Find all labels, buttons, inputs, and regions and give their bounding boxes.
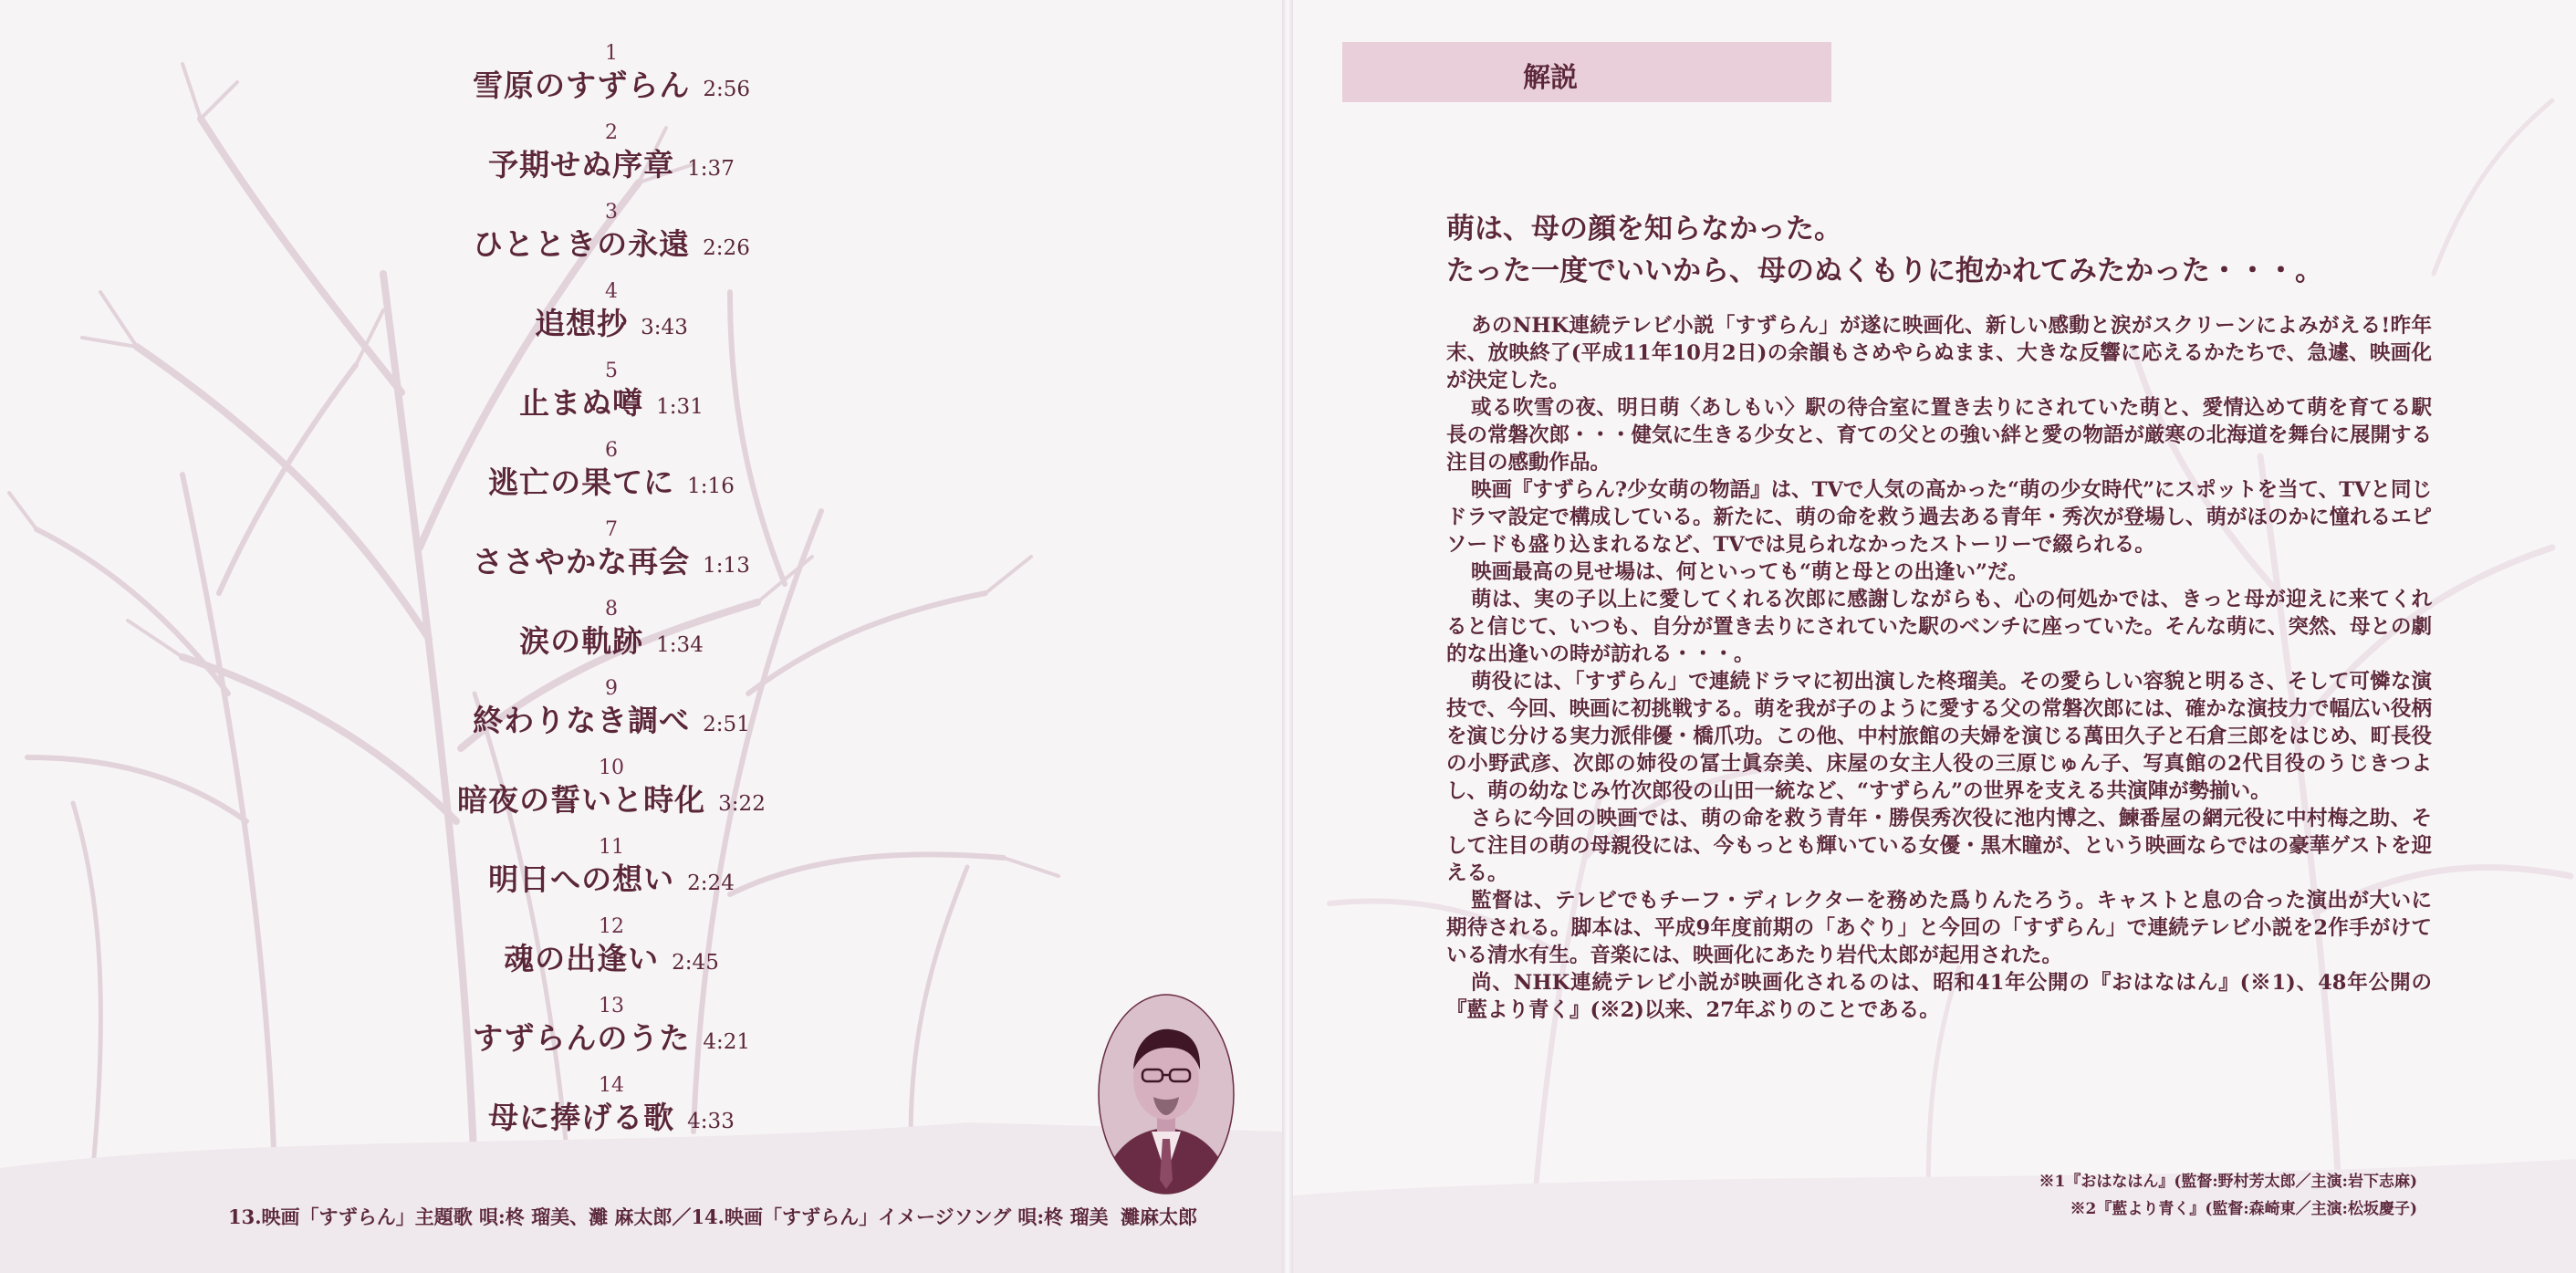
body-paragraph: あのNHK連続テレビ小説「すずらん」が遂に映画化、新しい感動と涙がスクリーンによみがえる!昨年末、放映終了(平成11年10月2日)の余韻もさめやらぬまま、大きな反響に応えるかたちで、急遽、映画化が決定した。 (1446, 314, 2432, 392)
footnote: ※1『おはなはん』(監督:野村芳太郎／主演:岩下志麻) (2039, 1173, 2417, 1191)
track-number: 2 (605, 121, 618, 144)
track-duration: 2:51 (703, 713, 750, 736)
commentary-body (1446, 312, 2432, 1024)
left-page (0, 0, 1282, 1273)
track-item (0, 121, 1223, 191)
track-number: 11 (599, 836, 624, 859)
track-number: 10 (599, 756, 624, 779)
track-title: ささやかな再会 (473, 544, 691, 579)
track-title: 雪原のすずらん (473, 68, 691, 103)
footnote: ※2『藍より青く』(監督:森崎東／主演:松坂慶子) (2070, 1200, 2417, 1218)
track-number: 13 (599, 995, 624, 1017)
footnotes (2039, 1168, 2417, 1223)
track-duration: 1:13 (703, 554, 750, 578)
track-title: 予期せぬ序章 (488, 147, 675, 183)
track-item (0, 836, 1223, 905)
body-paragraph: 映画『すずらん?少女萌の物語』は、TVで人気の高かった“萌の少女時代”にスポットを当て、TVと同じドラマ設定で構成している。新たに、萌の命を救う過去ある青年・秀次が登場し、萌がほのかに憧れるエピソードも盛り込まれるなど、TVでは見られなかったストーリーで綴られる。 (1446, 478, 2433, 557)
vocal-credits: 13.映画「すずらん」主題歌 唄:柊 瑠美、灘 麻太郎／14.映画「すずらん」イメージソング 唄:柊 瑠美 (228, 1205, 1109, 1228)
body-paragraph: 萌役には、「すずらん」で連続ドラマに初出演した柊瑠美。その愛らしい容貌と明るさ、そして可憐な演技で、今回、映画に初挑戦する。萌を我が子のように愛する父の常磐次郎には、確かな演技力で幅広い役柄を演じ分ける実力派俳優・橋爪功。この他、中村旅館の夫婦を演じる萬田久子と石倉三郎をはじめ、町長役の小野武彦、次郎の姉役の冨士眞奈美、床屋の女主人役の三原じゅん子、写真館の2代目役のうじきつよし、萌の幼なじみ竹次郎役の山田一統など、“すずらん”の世界を支える共演陣が勢揃い。 (1446, 670, 2432, 803)
track-item (0, 677, 1223, 746)
track-number: 12 (599, 915, 624, 938)
portrait-photo (1097, 993, 1236, 1195)
track-title: 魂の出逢い (504, 941, 660, 976)
section-heading: 解説 (1523, 62, 1578, 94)
track-item (0, 1074, 1223, 1143)
track-title: 涙の軌跡 (519, 623, 644, 659)
track-title: 明日への想い (488, 861, 675, 897)
track-item (0, 439, 1223, 508)
track-number: 9 (605, 677, 618, 700)
lead-text (1446, 208, 2323, 292)
track-duration: 3:43 (641, 316, 688, 339)
track-number: 8 (605, 598, 618, 621)
body-paragraph: 監督は、テレビでもチーフ・ディレクターを務めた爲りんたろう。キャストと息の合った演出が大いに期待される。脚本は、平成9年度前期の「あぐり」と今回の「すずらん」で連続テレビ小説を2作手がけている清水有生。音楽には、映画化にあたり岩代太郎が起用された。 (1446, 889, 2432, 967)
track-title: ひとときの永遠 (473, 226, 691, 262)
track-title: 母に捧げる歌 (488, 1100, 675, 1135)
page-gutter (1282, 0, 1293, 1273)
track-number: 1 (605, 42, 618, 65)
track-item (0, 995, 1223, 1064)
track-title: 追想抄 (535, 306, 629, 341)
track-number: 3 (605, 201, 618, 224)
track-title: 終わりなき調べ (473, 703, 691, 738)
track-duration: 1:34 (656, 633, 704, 657)
track-duration: 4:21 (703, 1030, 750, 1054)
section-heading-bar (1342, 42, 1831, 102)
track-item (0, 201, 1223, 270)
track-item (0, 360, 1223, 429)
track-title: 逃亡の果てに (488, 464, 675, 500)
track-title: 止まぬ噂 (519, 385, 644, 421)
body-paragraph: 萌は、実の子以上に愛してくれる次郎に感謝しながらも、心の何処かでは、きっと母が迎えに来てくれると信じて、いつも、自分が置き去りにされていた駅のベンチに座っていた。そんな萌に、突然、母との劇的な出逢いの時が訪れる・・・。 (1446, 588, 2432, 666)
track-duration: 1:31 (656, 395, 704, 419)
track-duration: 1:37 (687, 157, 735, 181)
body-paragraph: さらに今回の映画では、萌の命を救う青年・勝俣秀次役に池内博之、鰊番屋の網元役に中村梅之助、そして注目の萌の母親役には、今もっとも輝いている女優・黒木瞳が、という映画ならではの豪華ゲストを迎える。 (1446, 807, 2432, 885)
track-item (0, 518, 1223, 588)
track-duration: 4:33 (687, 1110, 735, 1133)
right-page (1293, 0, 2576, 1273)
body-paragraph: 或る吹雪の夜、明日萌〈あしもい〉駅の待合室に置き去りにされていた萌と、愛情込めて萌を育てる駅長の常磐次郎・・・健気に生きる少女と、育ての父との強い絆と愛の物語が厳寒の北海道を舞台に展開する注目の感動作品。 (1446, 396, 2433, 475)
portrait-caption: 灘麻太郎 (1121, 1205, 1197, 1228)
track-duration: 2:24 (687, 871, 735, 895)
track-number: 6 (605, 439, 618, 462)
track-item (0, 42, 1223, 111)
track-item (0, 598, 1223, 667)
track-duration: 2:45 (672, 951, 719, 975)
track-number: 7 (605, 518, 618, 541)
track-duration: 2:56 (703, 78, 750, 101)
track-item (0, 756, 1223, 826)
track-title: 暗夜の誓いと時化 (457, 782, 706, 818)
track-duration: 1:16 (687, 475, 735, 498)
lead-line: たった一度でいいから、母のぬくもりに抱かれてみたかった・・・。 (1446, 255, 2323, 287)
track-item (0, 915, 1223, 985)
track-title: すずらんのうた (473, 1020, 691, 1056)
track-duration: 2:26 (703, 236, 750, 260)
body-paragraph: 尚、NHK連続テレビ小説が映画化されるのは、昭和41年公開の『おはなはん』(※1)、48年公開の『藍より青く』(※2)以来、27年ぶりのことである。 (1446, 971, 2432, 1022)
lead-line: 萌は、母の顔を知らなかった。 (1446, 213, 1842, 245)
track-duration: 3:22 (718, 792, 766, 816)
track-number: 4 (605, 280, 618, 303)
track-number: 5 (605, 360, 618, 382)
body-paragraph: 映画最高の見せ場は、何といっても“萌と母との出逢い”だ。 (1471, 560, 2028, 584)
track-item (0, 280, 1223, 350)
track-number: 14 (599, 1074, 624, 1097)
